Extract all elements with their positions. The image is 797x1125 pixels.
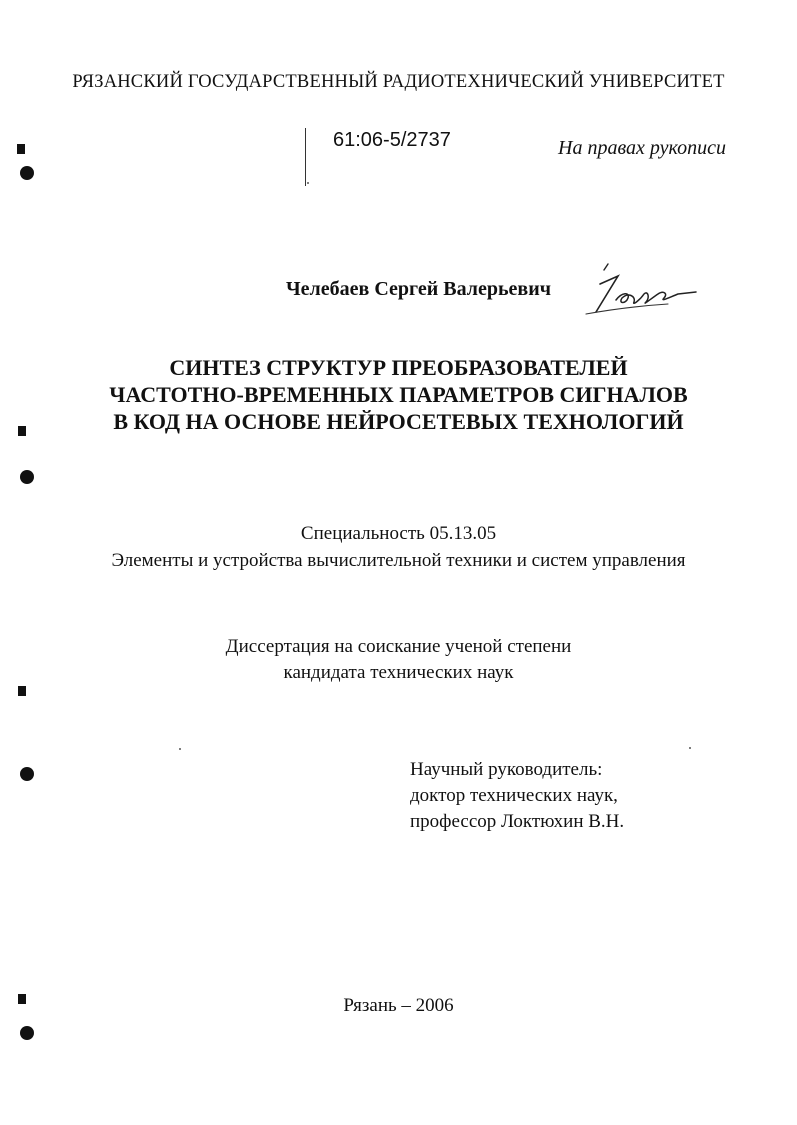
specialty-name: Элементы и устройства вычислительной техники и систем управления <box>111 550 686 571</box>
scan-speck <box>307 182 309 184</box>
author-name: Челебаев Сергей Валерьевич <box>286 278 552 300</box>
archive-code: 61:06-5/2737 <box>333 129 451 151</box>
title-line-2: ЧАСТОТНО-ВРЕМЕННЫХ ПАРАМЕТРОВ СИГНАЛОВ <box>109 382 688 407</box>
city-year: Рязань – 2006 <box>343 995 454 1016</box>
author-signature <box>578 262 708 322</box>
specialty-block <box>0 520 797 574</box>
binding-mark <box>18 686 26 696</box>
degree-line-2: кандидата технических наук <box>283 662 514 683</box>
scan-speck <box>689 747 691 749</box>
binder-hole <box>20 767 34 781</box>
specialty-code: Специальность 05.13.05 <box>300 523 497 544</box>
manuscript-note: На правах рукописи <box>558 137 726 159</box>
binder-hole <box>20 166 34 180</box>
binding-mark <box>18 426 26 436</box>
title-line-3: В КОД НА ОСНОВЕ НЕЙРОСЕТЕВЫХ ТЕХНОЛОГИЙ <box>113 409 684 434</box>
binding-mark <box>18 994 26 1004</box>
advisor-label: Научный руководитель: <box>410 759 603 780</box>
advisor-block <box>410 757 624 835</box>
degree-line-1: Диссертация на соискание ученой степени <box>225 636 572 657</box>
university-name: РЯЗАНСКИЙ ГОСУДАРСТВЕННЫЙ РАДИОТЕХНИЧЕСКИЙ УНИВЕРСИТЕТ <box>72 72 725 92</box>
dissertation-title <box>0 354 797 435</box>
binder-hole <box>20 1026 34 1040</box>
archive-stamp-bar <box>305 128 306 186</box>
advisor-degree: доктор технических наук, <box>410 785 618 806</box>
title-line-1: СИНТЕЗ СТРУКТУР ПРЕОБРАЗОВАТЕЛЕЙ <box>169 355 628 380</box>
advisor-name: профессор Локтюхин В.Н. <box>410 811 625 832</box>
binder-hole <box>20 470 34 484</box>
binding-mark <box>17 144 25 154</box>
degree-block <box>0 634 797 686</box>
scan-speck <box>179 748 181 750</box>
